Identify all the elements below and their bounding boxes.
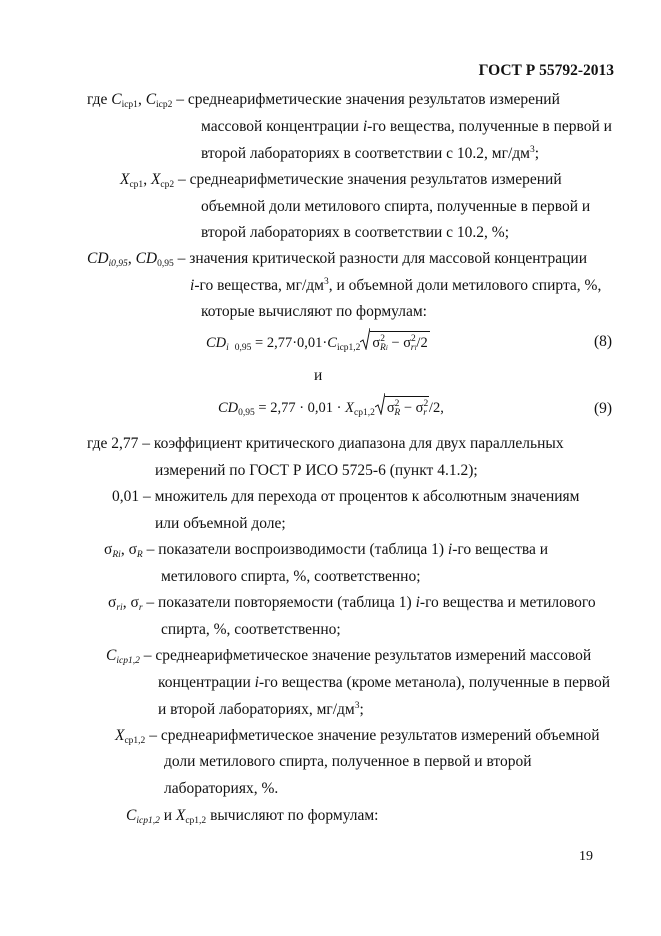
- symbol: CD: [206, 335, 227, 351]
- subscript: ср1: [129, 180, 144, 190]
- subscript: ср1,2: [124, 736, 146, 746]
- superscript: 3: [323, 277, 329, 287]
- radical-sign-icon: [375, 393, 385, 415]
- subscript: ср2: [160, 180, 175, 190]
- symbol: X: [115, 727, 125, 744]
- subscript: R: [394, 408, 401, 418]
- text: и: [159, 807, 176, 824]
- text: и второй лабораториях, мг/дм: [158, 701, 355, 718]
- subscript: i0,95: [108, 259, 128, 269]
- symbol: C: [106, 647, 117, 664]
- def-line: где 2,77 – коэффициент критического диапазона для двух параллельных: [87, 435, 564, 452]
- text: -го вещества и метилового: [419, 594, 596, 611]
- symbol: C: [126, 807, 137, 824]
- text: – среднеарифметическое значение результатов измерений массовой: [139, 647, 592, 664]
- text: -го вещества (кроме метанола), полученные в первой: [258, 674, 611, 691]
- text: вычисляют по формулам:: [206, 807, 379, 824]
- text: ;: [534, 145, 540, 162]
- symbol: σ: [108, 594, 117, 611]
- superscript: 2: [423, 399, 429, 409]
- def-cd-line: [87, 249, 587, 269]
- formula-number: (9): [594, 400, 613, 417]
- symbol: σ: [386, 400, 395, 416]
- subscript: R: [380, 343, 386, 353]
- subscript: ср1,2: [185, 816, 207, 826]
- text: – значения критической разности для массовой концентрации: [173, 250, 588, 267]
- text: массовой концентрации: [201, 118, 363, 135]
- text: – среднеарифметические значения результатов измерений: [174, 171, 562, 188]
- text: = 2,77·0,01·: [251, 335, 328, 351]
- subscript: r: [410, 343, 415, 353]
- subscript: i: [414, 344, 417, 352]
- symbol: C: [111, 91, 122, 108]
- symbol: i: [362, 118, 368, 135]
- radical-sign-icon: [360, 328, 370, 350]
- text: второй лабораториях в соответствии с 10.2, мг/дм: [201, 145, 530, 162]
- def-c-icp-line: [87, 90, 560, 110]
- formulas-intro-line: [126, 806, 379, 826]
- def-c-icp12-line: [106, 646, 591, 666]
- symbol: i: [415, 594, 420, 611]
- formula-number: (8): [594, 333, 613, 350]
- text: , и объемной доли метилового спирта, %,: [328, 277, 602, 294]
- subscript: 0,95: [234, 343, 252, 353]
- def-line: [190, 276, 601, 296]
- subscript: iср1,2: [136, 816, 160, 826]
- subscript: ср1,2: [353, 408, 375, 418]
- text: = 2,77 · 0,01 ·: [254, 400, 346, 416]
- text: , σ: [122, 594, 139, 611]
- text: где: [87, 91, 112, 108]
- symbol: σ: [372, 335, 381, 351]
- def-line: [158, 673, 610, 693]
- symbol: C: [145, 91, 157, 108]
- def-x-cp-line: [120, 170, 562, 190]
- page-number: 19: [579, 849, 593, 864]
- subscript: iср1,2: [116, 656, 140, 666]
- text: /2,: [428, 400, 444, 416]
- def-line: лабораториях, %.: [164, 780, 279, 797]
- symbol: CD: [135, 250, 158, 267]
- def-sigma-r-line: [108, 593, 596, 613]
- subscript: ri: [116, 603, 123, 613]
- text: ,: [143, 171, 151, 188]
- subscript: i: [226, 343, 229, 353]
- symbol: σ: [104, 541, 113, 558]
- def-line: доли метилового спирта, полученное в первой и второй: [164, 753, 532, 770]
- sqrt-radical: [360, 331, 429, 354]
- subscript: r: [423, 408, 427, 418]
- superscript: 2: [380, 334, 385, 344]
- def-line: [201, 144, 539, 164]
- symbol: i: [447, 541, 453, 558]
- text: ,: [137, 91, 146, 108]
- text: концентрации: [158, 674, 255, 691]
- symbol: X: [345, 400, 354, 416]
- subscript: iср2: [156, 100, 173, 110]
- def-sigma-r-line: [104, 540, 548, 560]
- subscript: 0,95: [157, 259, 174, 269]
- text: -го вещества и: [452, 541, 549, 558]
- def-line: [158, 700, 364, 720]
- def-line: которые вычисляют по формулам:: [201, 303, 427, 320]
- def-line: метилового спирта, %, соответственно;: [161, 568, 421, 585]
- superscript: 2: [394, 399, 400, 409]
- subscript: Ri: [112, 550, 121, 560]
- text: – показатели воспроизводимости (таблица 1): [142, 541, 448, 558]
- superscript: 3: [354, 701, 360, 711]
- text: -го вещества, мг/дм: [194, 277, 324, 294]
- text: – среднеарифметические значения результатов измерений: [172, 91, 560, 108]
- formula-8: [206, 331, 430, 354]
- def-line: или объемной доле;: [155, 515, 286, 532]
- def-line: спирта, %, соответственно;: [161, 621, 341, 638]
- subscript: 0,95: [238, 408, 255, 418]
- radicand: [370, 331, 429, 354]
- def-line: измерений по ГОСТ Р ИСО 5725-6 (пункт 4.1.2);: [155, 462, 478, 479]
- text: – среднеарифметическое значение результатов измерений объемной: [145, 727, 600, 744]
- subscript: iср1: [121, 100, 138, 110]
- radicand: [385, 396, 429, 419]
- symbol: X: [150, 171, 161, 188]
- sqrt-radical: [375, 396, 429, 419]
- text: ,: [127, 250, 136, 267]
- subscript: i: [385, 344, 388, 352]
- text: -го вещества, полученные в первой и: [367, 118, 612, 135]
- text: , σ: [120, 541, 137, 558]
- text: /2: [416, 335, 428, 351]
- text: – показатели повторяемости (таблица 1): [142, 594, 416, 611]
- subscript: r: [138, 603, 143, 613]
- symbol: i: [190, 277, 195, 294]
- def-line: 0,01 – множитель для перехода от процентов к абсолютным значениям: [112, 488, 580, 505]
- symbol: X: [120, 171, 130, 188]
- subscript: iср1,2: [336, 343, 361, 353]
- formula-9: [218, 396, 444, 419]
- subscript: R: [136, 550, 143, 560]
- text: − σ: [387, 335, 412, 351]
- superscript: 2: [411, 334, 416, 344]
- symbol: i: [254, 674, 259, 691]
- def-x-cp12-line: [115, 726, 600, 746]
- text: ;: [359, 701, 364, 718]
- conjunction: и: [314, 367, 323, 384]
- symbol: X: [175, 807, 186, 824]
- symbol: CD: [218, 400, 239, 416]
- superscript: 3: [529, 145, 535, 155]
- def-line: второй лабораториях в соответствии с 10.2, %;: [201, 224, 510, 241]
- text: − σ: [400, 400, 424, 416]
- symbol: C: [327, 335, 337, 351]
- standard-header: ГОСТ Р 55792-2013: [478, 62, 614, 79]
- symbol: CD: [87, 250, 109, 267]
- def-line: объемной доли метилового спирта, полученные в первой и: [201, 198, 591, 215]
- def-line: [201, 117, 612, 137]
